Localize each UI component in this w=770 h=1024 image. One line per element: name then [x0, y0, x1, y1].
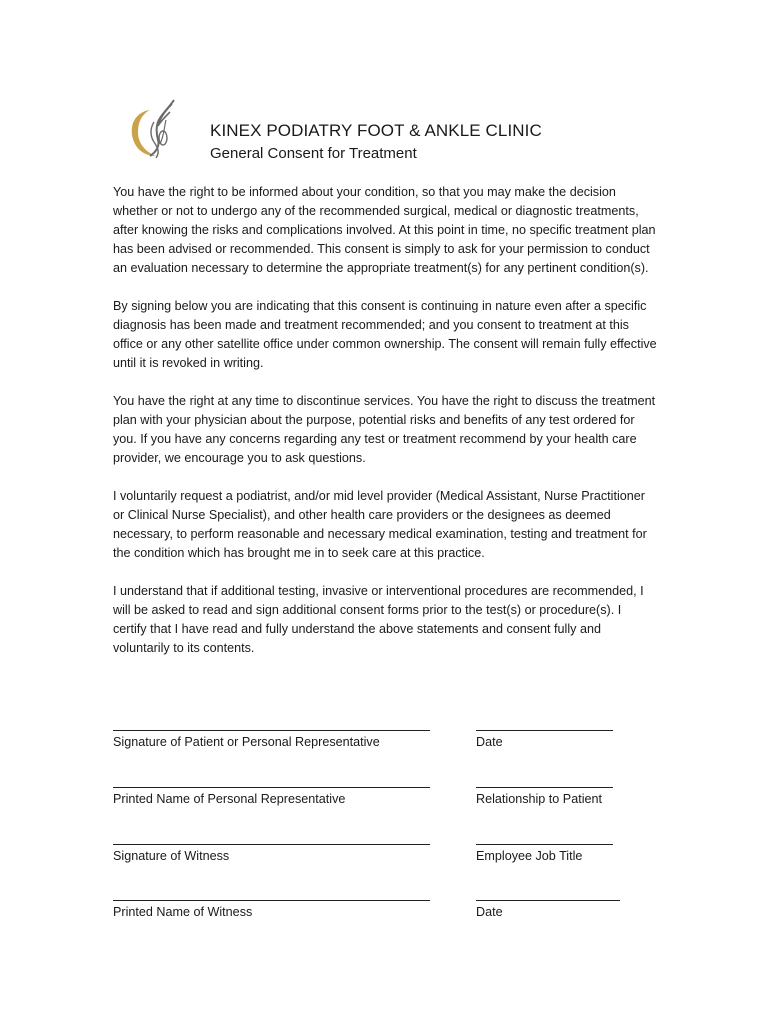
- relationship-label: Relationship to Patient: [476, 792, 603, 806]
- document-title: General Consent for Treatment: [210, 145, 417, 162]
- form-header: [210, 119, 542, 165]
- consent-body: [113, 183, 658, 677]
- paragraph: I voluntarily request a podiatrist, and/or mid level provider (Medical Assistant, Nurse Practitioner or Clinical Nurse Specialist), and other health care providers or the designees as deemed necessary, to perform reasonable and necessary medical examination, testing and treatment for the condition which has brought me in to seek care at this practice.: [113, 489, 647, 560]
- kinex-logo-icon: [126, 98, 182, 164]
- signature-label: Printed Name of Personal Representative: [113, 792, 346, 806]
- paragraph: By signing below you are indicating that this consent is continuing in nature even after a specific diagnosis has been made and treatment recommended; and you consent to treatment at this office or any other satellite office under common ownership. The consent will remain fully effective until it is revoked in writing.: [113, 299, 657, 370]
- patient-signature-line[interactable]: [113, 730, 430, 731]
- signature-label: Signature of Witness: [113, 849, 230, 863]
- clinic-name: KINEX PODIATRY FOOT & ANKLE CLINIC: [210, 121, 542, 140]
- paragraph: I understand that if additional testing, invasive or interventional procedures are recommended, I will be asked to read and sign additional consent forms prior to the test(s) or procedure(s). I certify that I have read and fully understand the above statements and consent fully and voluntarily to its contents.: [113, 584, 644, 655]
- date-label: Date: [476, 735, 503, 749]
- signature-row: [113, 900, 658, 940]
- signature-row: [113, 844, 658, 884]
- representative-name-line[interactable]: [113, 787, 430, 788]
- job-title-line[interactable]: [476, 844, 613, 845]
- job-title-label: Employee Job Title: [476, 849, 583, 863]
- paragraph: You have the right to be informed about your condition, so that you may make the decision whether or not to undergo any of the recommended surgical, medical or diagnostic treatments, after knowing the risks and complications involved. At this point in time, no specific treatment plan has been advised or recommended. This consent is simply to ask for your permission to conduct an evaluation necessary to determine the appropriate treatment(s) for any pertinent condition(s).: [113, 185, 656, 275]
- witness-name-line[interactable]: [113, 900, 430, 901]
- relationship-line[interactable]: [476, 787, 613, 788]
- date-label: Date: [476, 905, 503, 919]
- date-line[interactable]: [476, 900, 620, 901]
- signature-row: [113, 787, 658, 827]
- paragraph: You have the right at any time to discontinue services. You have the right to discuss the treatment plan with your physician about the purpose, potential risks and benefits of any test ordered for you. If you have any concerns regarding any test or treatment recommend by your health care provider, we encourage you to ask questions.: [113, 394, 656, 465]
- date-line[interactable]: [476, 730, 613, 731]
- signature-label: Printed Name of Witness: [113, 905, 253, 919]
- signature-row: [113, 730, 658, 770]
- signature-label: Signature of Patient or Personal Representative: [113, 735, 380, 749]
- witness-signature-line[interactable]: [113, 844, 430, 845]
